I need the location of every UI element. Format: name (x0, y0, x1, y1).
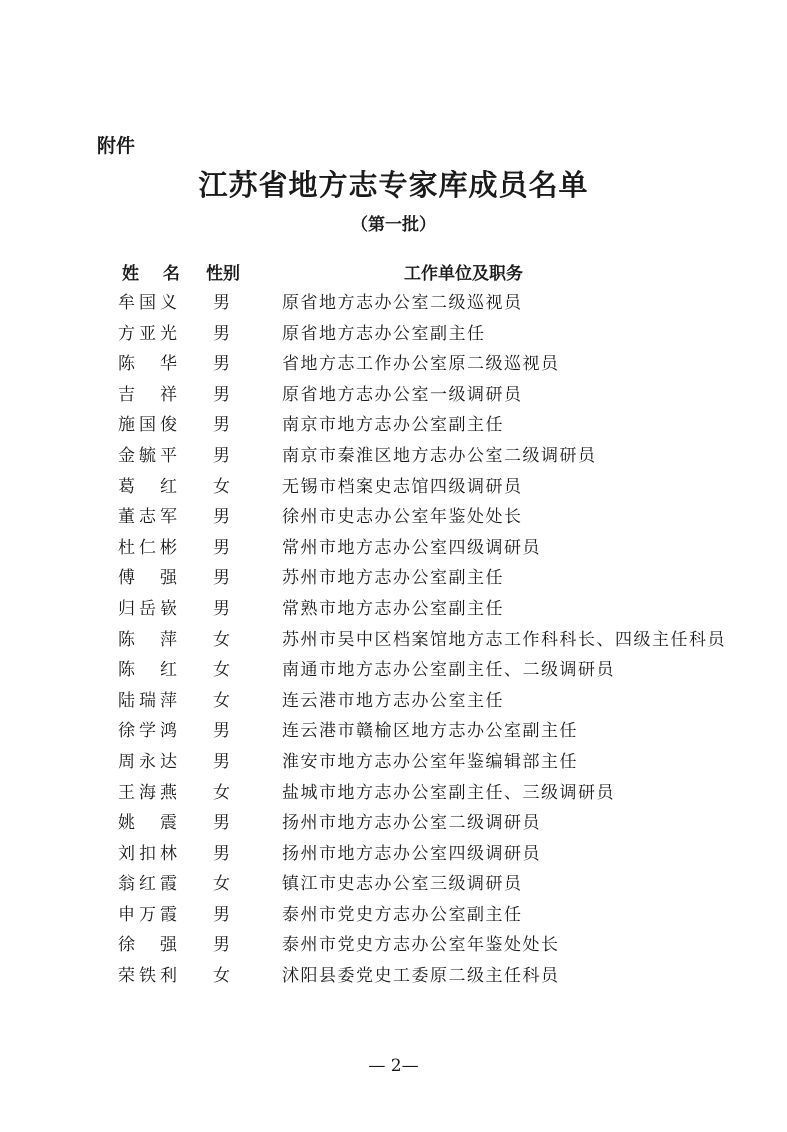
member-name: 刘扣林 (118, 843, 178, 864)
member-gender: 男 (213, 904, 230, 925)
member-gender: 男 (213, 935, 230, 956)
member-gender: 女 (213, 629, 230, 650)
member-unit: 沭阳县委党史工委原二级主任科员 (282, 966, 560, 987)
table-row (0, 531, 787, 562)
member-unit: 南通市地方志办公室副主任、二级调研员 (282, 660, 615, 681)
member-gender: 男 (213, 751, 230, 772)
table-row (0, 470, 787, 501)
member-name: 金毓平 (118, 445, 178, 466)
table-row (0, 500, 787, 531)
document-title: 江苏省地方志专家库成员名单 (198, 168, 589, 202)
member-name: 王海燕 (118, 782, 178, 803)
table-row (0, 561, 787, 592)
member-gender: 男 (213, 537, 230, 558)
member-gender: 男 (213, 323, 230, 344)
member-name: 徐学鸿 (118, 721, 178, 742)
member-gender: 男 (213, 354, 230, 375)
member-unit: 徐州市史志办公室年鉴处处长 (282, 507, 523, 528)
table-row (0, 592, 787, 623)
member-unit: 镇江市史志办公室三级调研员 (282, 874, 523, 895)
member-name: 方亚光 (118, 323, 178, 344)
member-gender: 男 (213, 415, 230, 436)
member-name: 陆瑞萍 (118, 690, 178, 711)
table-row (0, 714, 787, 745)
table-row (0, 317, 787, 348)
member-unit: 无锡市档案史志馆四级调研员 (282, 476, 523, 497)
table-row (0, 776, 787, 807)
member-unit: 盐城市地方志办公室副主任、三级调研员 (282, 782, 615, 803)
table-header (0, 256, 787, 284)
member-list (0, 286, 787, 990)
table-row (0, 653, 787, 684)
table-row (0, 347, 787, 378)
table-row (0, 806, 787, 837)
member-unit: 省地方志工作办公室原二级巡视员 (282, 354, 560, 375)
member-unit: 连云港市地方志办公室主任 (282, 690, 504, 711)
table-row (0, 898, 787, 929)
member-unit: 泰州市党史方志办公室副主任 (282, 904, 523, 925)
table-row (0, 684, 787, 715)
table-row (0, 286, 787, 317)
member-name: 葛 红 (118, 476, 178, 497)
member-unit: 连云港市赣榆区地方志办公室副主任 (282, 721, 578, 742)
table-row (0, 378, 787, 409)
member-unit: 原省地方志办公室副主任 (282, 323, 486, 344)
table-row (0, 867, 787, 898)
member-unit: 淮安市地方志办公室年鉴编辑部主任 (282, 751, 578, 772)
member-name: 牟国义 (118, 293, 178, 313)
member-gender: 女 (213, 690, 230, 711)
member-gender: 男 (213, 813, 230, 834)
member-name: 杜仁彬 (118, 537, 178, 558)
member-name: 徐 强 (118, 935, 178, 956)
member-gender: 女 (213, 782, 230, 803)
member-gender: 男 (213, 384, 230, 405)
table-row (0, 837, 787, 868)
page-number: — 2— (368, 1056, 419, 1076)
member-gender: 女 (213, 660, 230, 681)
member-unit: 原省地方志办公室二级巡视员 (282, 293, 523, 313)
member-name: 申万霞 (118, 904, 178, 925)
member-name: 陈 萍 (118, 629, 178, 650)
member-unit: 常州市地方志办公室四级调研员 (282, 537, 541, 558)
member-unit: 扬州市地方志办公室四级调研员 (282, 843, 541, 864)
member-gender: 女 (213, 874, 230, 895)
attachment-label: 附件 (97, 135, 136, 157)
document-subtitle: （第一批） (351, 215, 436, 235)
member-gender: 女 (213, 966, 230, 987)
table-row (0, 928, 787, 959)
column-header-name: 姓 名 (122, 264, 189, 284)
member-name: 吉 祥 (118, 384, 178, 405)
member-gender: 男 (213, 568, 230, 589)
column-header-gender: 性别 (206, 264, 240, 284)
member-name: 施国俊 (118, 415, 178, 436)
table-row (0, 623, 787, 654)
member-gender: 男 (213, 721, 230, 742)
member-gender: 男 (213, 445, 230, 466)
table-row (0, 959, 787, 990)
member-name: 荣铁利 (118, 966, 178, 987)
member-unit: 苏州市吴中区档案馆地方志工作科科长、四级主任科员 (282, 629, 726, 650)
member-gender: 男 (213, 843, 230, 864)
member-gender: 男 (213, 598, 230, 619)
member-name: 傅 强 (118, 568, 178, 589)
member-name: 姚 震 (118, 813, 178, 834)
member-unit: 苏州市地方志办公室副主任 (282, 568, 504, 589)
member-name: 归岳嵚 (118, 598, 178, 619)
member-name: 董志军 (118, 507, 178, 528)
member-gender: 男 (213, 507, 230, 528)
member-gender: 女 (213, 476, 230, 497)
member-name: 陈 红 (118, 660, 178, 681)
member-unit: 南京市秦淮区地方志办公室二级调研员 (282, 445, 597, 466)
member-name: 陈 华 (118, 354, 178, 375)
member-unit: 扬州市地方志办公室二级调研员 (282, 813, 541, 834)
member-gender: 男 (213, 293, 230, 313)
table-row (0, 408, 787, 439)
member-unit: 南京市地方志办公室副主任 (282, 415, 504, 436)
member-name: 周永达 (118, 751, 178, 772)
member-name: 翁红霞 (118, 874, 178, 895)
table-row (0, 439, 787, 470)
member-unit: 原省地方志办公室一级调研员 (282, 384, 523, 405)
member-unit: 常熟市地方志办公室副主任 (282, 598, 504, 619)
member-unit: 泰州市党史方志办公室年鉴处处长 (282, 935, 560, 956)
column-header-unit: 工作单位及职务 (404, 264, 523, 284)
table-row (0, 745, 787, 776)
